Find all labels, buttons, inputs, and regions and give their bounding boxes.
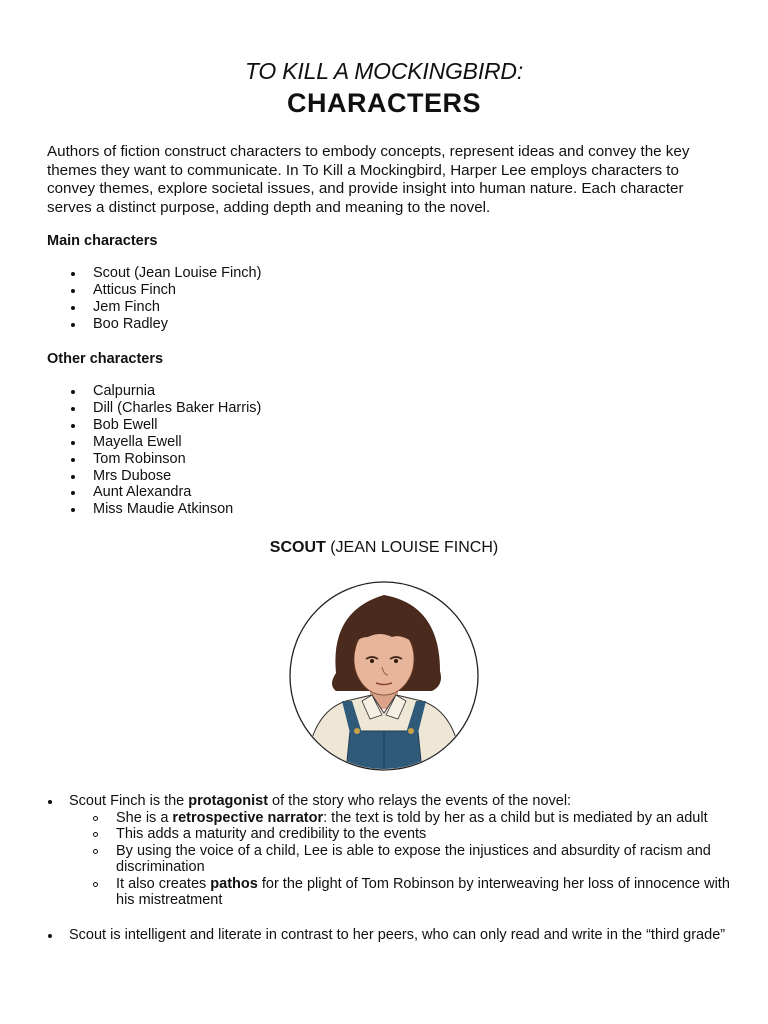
spacer (47, 909, 737, 927)
document-title-top: TO KILL A MOCKINGBIRD: (244, 58, 524, 84)
other-characters-list (47, 383, 261, 518)
list-item (47, 793, 737, 909)
list-item: Mayella Ewell (47, 434, 261, 451)
character-heading (0, 539, 768, 557)
sub-text: She is a (116, 809, 173, 826)
sub-list-item (69, 810, 737, 827)
list-item: Dill (Charles Baker Harris) (47, 400, 261, 417)
list-item: Atticus Finch (47, 282, 261, 299)
list-item: Aunt Alexandra (47, 484, 261, 501)
list-item: Tom Robinson (47, 451, 261, 468)
scout-notes-list (47, 793, 737, 943)
sub-text: : the text is told by her as a child but is mediated by an adult (323, 809, 708, 826)
sub-bold: pathos (210, 875, 258, 892)
sub-list-item (69, 876, 737, 909)
sub-bold: retrospective narrator (172, 809, 324, 826)
sub-list-item: This adds a maturity and credibility to the events (69, 826, 737, 843)
list-item: Jem Finch (47, 299, 261, 316)
character-name-bold: SCOUT (269, 539, 326, 556)
sub-text: for the plight of Tom Robinson by interweaving her loss of innocence with his mistreatment (116, 875, 730, 908)
scout-portrait-illustration (284, 581, 484, 771)
main-characters-list (47, 265, 261, 333)
list-item: Scout is intelligent and literate in contrast to her peers, who can only read and write in the “third grade” (47, 927, 737, 944)
sub-list (69, 810, 737, 909)
bullet-bold: protagonist (188, 793, 269, 809)
bullet-text: Scout Finch is the (69, 793, 189, 809)
other-characters-heading: Other characters (47, 351, 164, 367)
bullet-text: of the story who relays the events of the novel: (268, 793, 572, 809)
character-name-rest: (JEAN LOUISE FINCH) (325, 539, 499, 556)
list-item: Mrs Dubose (47, 468, 261, 485)
list-item: Bob Ewell (47, 417, 261, 434)
sub-list-item: By using the voice of a child, Lee is able to expose the injustices and absurdity of racism and discrimination (69, 843, 737, 876)
sub-text: It also creates (116, 875, 211, 892)
list-item: Scout (Jean Louise Finch) (47, 265, 261, 282)
main-characters-heading: Main characters (47, 233, 158, 249)
document-title-main: CHARACTERS (287, 88, 481, 118)
list-item: Boo Radley (47, 316, 261, 333)
list-item: Calpurnia (47, 383, 261, 400)
list-item: Miss Maudie Atkinson (47, 501, 261, 518)
intro-paragraph: Authors of fiction construct characters to embody concepts, represent ideas and convey the key themes they want to communicate. In To Kill a Mockingbird, Harper Lee employs characters to convey themes, explore societal issues, and provide insight into human nature. Each character serves a distinct purpose, adding depth and meaning to the novel. (47, 143, 690, 216)
